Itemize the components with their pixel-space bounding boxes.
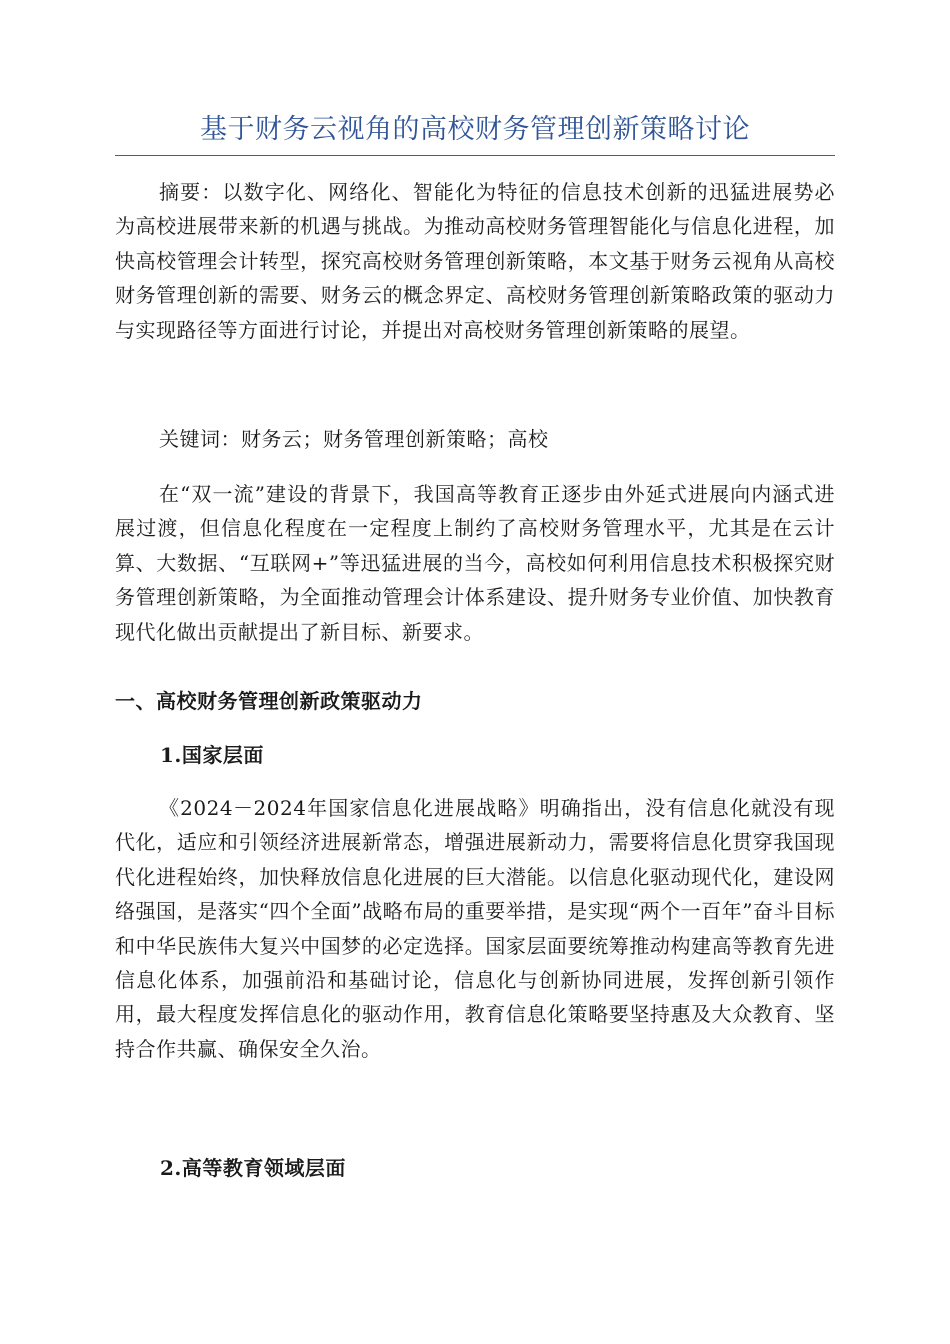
- document-title: 基于财务云视角的高校财务管理创新策略讨论: [200, 114, 750, 145]
- subsection-heading-higher-education: 2.高等教育领域层面: [160, 1156, 346, 1180]
- abstract-paragraph: 摘要：以数字化、网络化、智能化为特征的信息技术创新的迅猛进展势必为高校进展带来新的机遇与挑战。为推动高校财务管理智能化与信息化进程，加快高校管理会计转型，探究高校财务管理创新策略，本文基于财务云视角从高校财务管理创新的需要、财务云的概念界定、高校财务管理创新策略政策的驱动力与实现路径等方面进行讨论，并提出对高校财务管理创新策略的展望。: [115, 180, 835, 342]
- section-heading-1: 一、高校财务管理创新政策驱动力: [115, 689, 423, 713]
- intro-paragraph: 在“双一流”建设的背景下，我国高等教育正逐步由外延式进展向内涵式进展过渡，但信息化程度在一定程度上制约了高校财务管理水平，尤其是在云计算、大数据、“互联网+”等迅猛进展的当今，高校如何利用信息技术积极探究财务管理创新策略，为全面推动管理会计体系建设、提升财务专业价值、加快教育现代化做出贡献提出了新目标、新要求。: [115, 482, 835, 644]
- national-level-paragraph: 《2024－2024年国家信息化进展战略》明确指出，没有信息化就没有现代化，适应和引领经济进展新常态，增强进展新动力，需要将信息化贯穿我国现代化进程始终，加快释放信息化进展的巨大潜能。以信息化驱动现代化，建设网络强国，是落实“四个全面”战略布局的重要举措，是实现“两个一百年”奋斗目标和中华民族伟大复兴中国梦的必定选择。国家层面要统筹推动构建高等教育先进信息化体系，加强前沿和基础讨论，信息化与创新协同进展，发挥创新引领作用，最大程度发挥信息化的驱动作用，教育信息化策略要坚持惠及大众教育、坚持合作共赢、确保安全久治。: [115, 796, 835, 1061]
- keywords-paragraph: 关键词：财务云；财务管理创新策略；高校: [159, 427, 549, 451]
- title-underline: [115, 155, 835, 156]
- subsection-heading-national: 1.国家层面: [160, 743, 264, 767]
